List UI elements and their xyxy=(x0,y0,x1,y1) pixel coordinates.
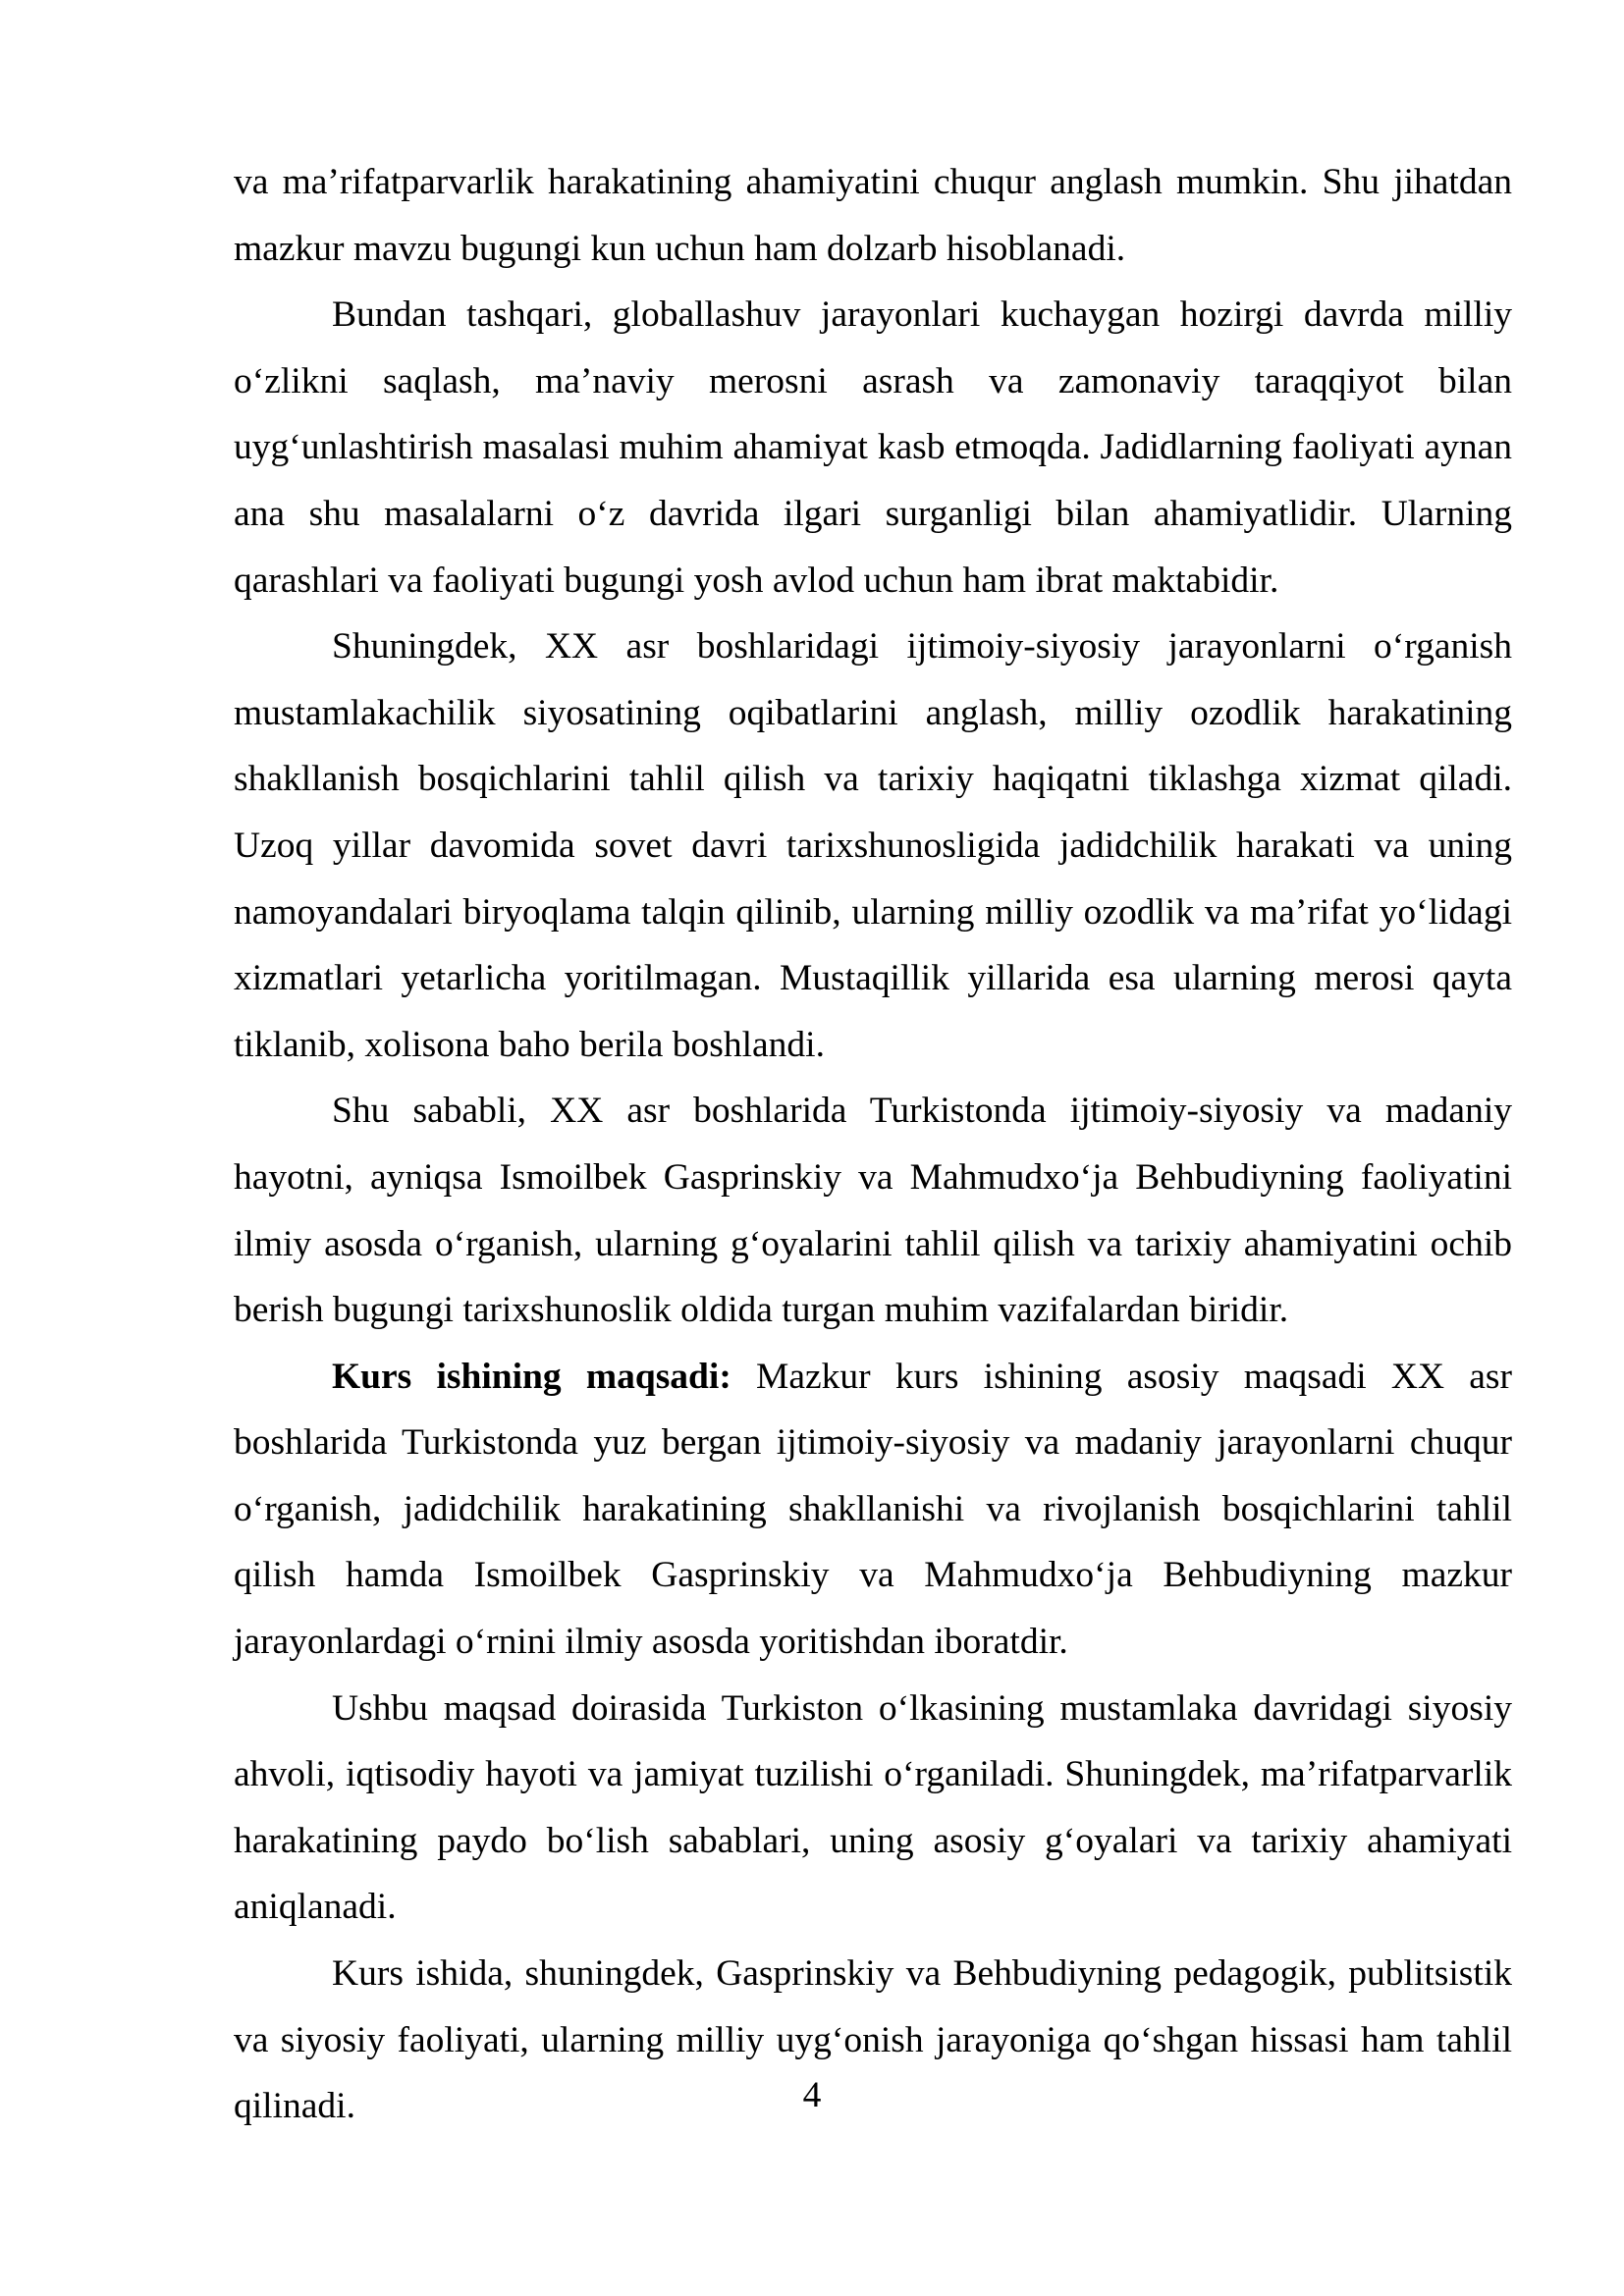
document-body xyxy=(234,149,1512,2140)
paragraph-6 xyxy=(234,1676,1512,1941)
paragraph-1-text: va ma’rifatparvarlik harakatining ahamiyatini chuqur anglash mumkin. Shu jihatdan mazkur mavzu bugungi kun uchun ham dolzarb hisoblanadi. xyxy=(234,162,1512,269)
goal-heading: Kurs ishining maqsadi: xyxy=(332,1356,731,1397)
paragraph-3-text: Shuningdek, XX asr boshlaridagi ijtimoiy-siyosiy jarayonlarni o‘rganish mustamlakachilik siyosatining oqibatlarini anglash, milliy ozodlik harakatining shakllanish bosqichlarini tahlil qilish va tarixiy haqiqatni tiklashga xizmat qiladi. Uzoq yillar davomida sovet davri tarixshunosligida jadidchilik harakati va uning namoyandalari biryoqlama talqin qilinib, ularning milliy ozodlik va ma’rifat yo‘lidagi xizmatlari yetarlicha yoritilmagan. Mustaqillik yillarida esa ularning merosi qayta tiklanib, xolisona baho berila boshlandi. xyxy=(234,626,1512,1065)
paragraph-5-goal xyxy=(234,1344,1512,1676)
paragraph-2-text: Bundan tashqari, globallashuv jarayonlari kuchaygan hozirgi davrda milliy o‘zlikni saqlash, ma’naviy merosni asrash va zamonaviy taraqqiyot bilan uyg‘unlashtirish masalasi muhim ahamiyat kasb etmoqda. Jadidlarning faoliyati aynan ana shu masalalarni o‘z davrida ilgari surganligi bilan ahamiyatlidir. Ularning qarashlari va faoliyati bugungi yosh avlod uchun ham ibrat maktabidir. xyxy=(234,294,1512,601)
paragraph-5-text: Mazkur kurs ishining asosiy maqsadi XX asr boshlarida Turkistonda yuz bergan ijtimoiy-siyosiy va madaniy jarayonlarni chuqur o‘rganish, jadidchilik harakatining shakllanishi va rivojlanish bosqichlarini tahlil qilish hamda Ismoilbek Gasprinskiy va Mahmudxo‘ja Behbudiyning mazkur jarayonlardagi o‘rnini ilmiy asosda yoritishdan iboratdir. xyxy=(234,1356,1512,1663)
paragraph-2 xyxy=(234,282,1512,614)
paragraph-6-text: Ushbu maqsad doirasida Turkiston o‘lkasining mustamlaka davridagi siyosiy ahvoli, iqtisodiy hayoti va jamiyat tuzilishi o‘rganiladi. Shuningdek, ma’rifatparvarlik harakatining paydo bo‘lish sabablari, uning asosiy g‘oyalari va tarixiy ahamiyati aniqlanadi. xyxy=(234,1687,1512,1928)
paragraph-4-text: Shu sababli, XX asr boshlarida Turkistonda ijtimoiy-siyosiy va madaniy hayotni, ayniqsa Ismoilbek Gasprinskiy va Mahmudxo‘ja Behbudiyning faoliyatini ilmiy asosda o‘rganish, ularning g‘oyalarini tahlil qilish va tarixiy ahamiyatini ochib berish bugungi tarixshunoslik oldida turgan muhim vazifalardan biridir. xyxy=(234,1091,1512,1331)
paragraph-3 xyxy=(234,614,1512,1078)
paragraph-7-text: Kurs ishida, shuningdek, Gasprinskiy va Behbudiyning pedagogik, publitsistik va siyosiy faoliyati, ularning milliy uyg‘onish jarayoniga qo‘shgan hissasi ham tahlil qilinadi. xyxy=(234,1953,1512,2127)
paragraph-1 xyxy=(234,149,1512,282)
page-number: 4 xyxy=(802,2075,822,2115)
paragraph-4 xyxy=(234,1078,1512,1343)
